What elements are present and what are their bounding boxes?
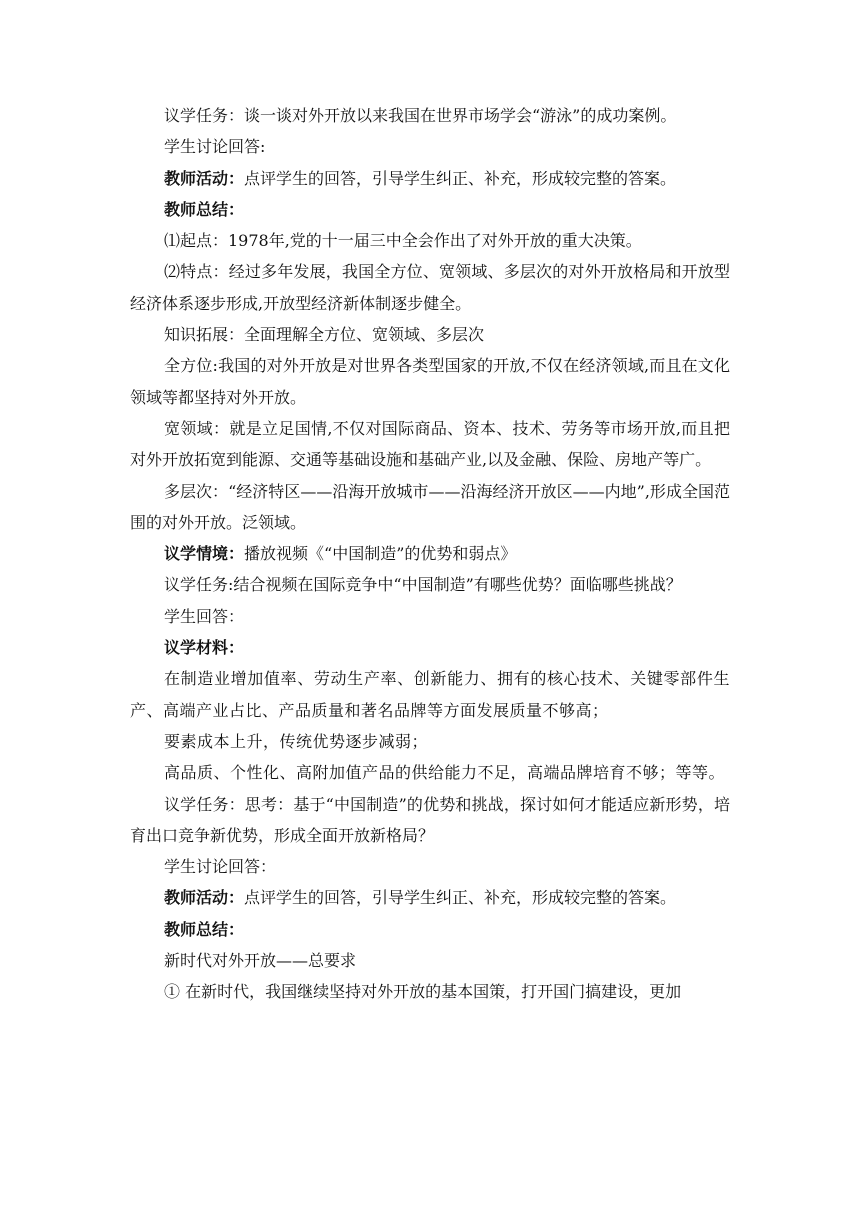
paragraph-text: 学生讨论回答： <box>164 857 277 877</box>
paragraph-text: ① 在新时代，我国继续坚持对外开放的基本国策，打开国门搞建设，更加 <box>164 982 682 1002</box>
discussion-scenario <box>130 538 730 569</box>
paragraph-text: 议学任务:结合视频在国际竞争中“中国制造”有哪些优势？面临哪些挑战？ <box>164 575 682 595</box>
point-origin <box>130 225 730 256</box>
material-paragraph-1 <box>130 663 730 726</box>
paragraph-text: ⑴起点：1978年,党的十一届三中全会作出了对外开放的重大决策。 <box>164 231 642 251</box>
paragraph-text: 要素成本上升，传统优势逐步减弱； <box>164 731 429 751</box>
paragraph-text: 点评学生的回答，引导学生纠正、补充，形成较完整的答案。 <box>244 168 677 188</box>
all-directions <box>130 350 730 413</box>
teacher-activity-2 <box>130 882 730 913</box>
paragraph-text: 新时代对外开放——总要求 <box>164 951 357 971</box>
paragraph-label: 教师总结： <box>164 919 245 939</box>
teacher-summary-heading-1 <box>130 194 730 225</box>
paragraph-text: 播放视频《“中国制造”的优势和弱点》 <box>244 544 517 564</box>
paragraph-text: 宽领域：就是立足国情,不仅对国际商品、资本、技术、劳务等市场开放,而且把对外开放拓宽到能源、交通等基础设施和基础产业,以及金融、保险、房地产等广。 <box>130 418 730 470</box>
item-1-paragraph <box>130 976 730 1007</box>
paragraph-text: 在制造业增加值率、劳动生产率、创新能力、拥有的核心技术、关键零部件生产、高端产业占比、产品质量和著名品牌等方面发展质量不够高； <box>130 669 730 720</box>
material-heading <box>130 632 730 663</box>
paragraph-label: 教师活动： <box>164 888 245 908</box>
paragraph-text: 高品质、个性化、高附加值产品的供给能力不足，高端品牌培育不够；等等。 <box>164 763 726 783</box>
paragraph-label: 议学情境： <box>164 544 245 564</box>
multi-levels <box>130 476 730 539</box>
knowledge-extension <box>130 319 730 350</box>
material-paragraph-2 <box>130 726 730 757</box>
paragraph-text: 学生讨论回答: <box>164 137 266 157</box>
paragraph-label: 教师活动： <box>164 168 245 188</box>
paragraph-text: 议学任务：思考：基于“中国制造”的优势和挑战，探讨如何才能适应新形势，培育出口竞争新优势，形成全面开放新格局？ <box>130 794 730 845</box>
teacher-activity-1 <box>130 163 730 194</box>
paragraph-text: 知识拓展：全面理解全方位、宽领域、多层次 <box>164 325 485 345</box>
student-answer-2 <box>130 601 730 632</box>
paragraph-text: 点评学生的回答，引导学生纠正、补充，形成较完整的答案。 <box>244 888 677 908</box>
paragraph-text: 多层次：“经济特区——沿海开放城市——沿海经济开放区——内地”,形成全国范围的对外开放。泛领域。 <box>130 481 730 532</box>
paragraph-text: 学生回答： <box>164 606 245 626</box>
new-era-heading <box>130 945 730 976</box>
material-paragraph-3 <box>130 757 730 788</box>
point-features <box>130 256 730 319</box>
document-body <box>130 100 730 1008</box>
paragraph-text: 全方位:我国的对外开放是对世界各类型国家的开放,不仅在经济领域,而且在文化领域等都坚持对外开放。 <box>130 356 730 407</box>
paragraph-text: ⑵特点：经过多年发展，我国全方位、宽领域、多层次的对外开放格局和开放型经济体系逐步形成,开放型经济新体制逐步健全。 <box>130 262 730 313</box>
student-answer-3 <box>130 851 730 882</box>
paragraph-text: 议学任务：谈一谈对外开放以来我国在世界市场学会“游泳”的成功案例。 <box>164 106 677 125</box>
wide-fields <box>130 413 730 476</box>
student-answer-1 <box>130 131 730 162</box>
paragraph-label: 议学材料： <box>164 638 245 658</box>
task-paragraph-3 <box>130 789 730 852</box>
teacher-summary-heading-2 <box>130 914 730 945</box>
paragraph-label: 教师总结： <box>164 199 245 219</box>
task-paragraph-1 <box>130 100 730 131</box>
task-paragraph-2 <box>130 569 730 600</box>
